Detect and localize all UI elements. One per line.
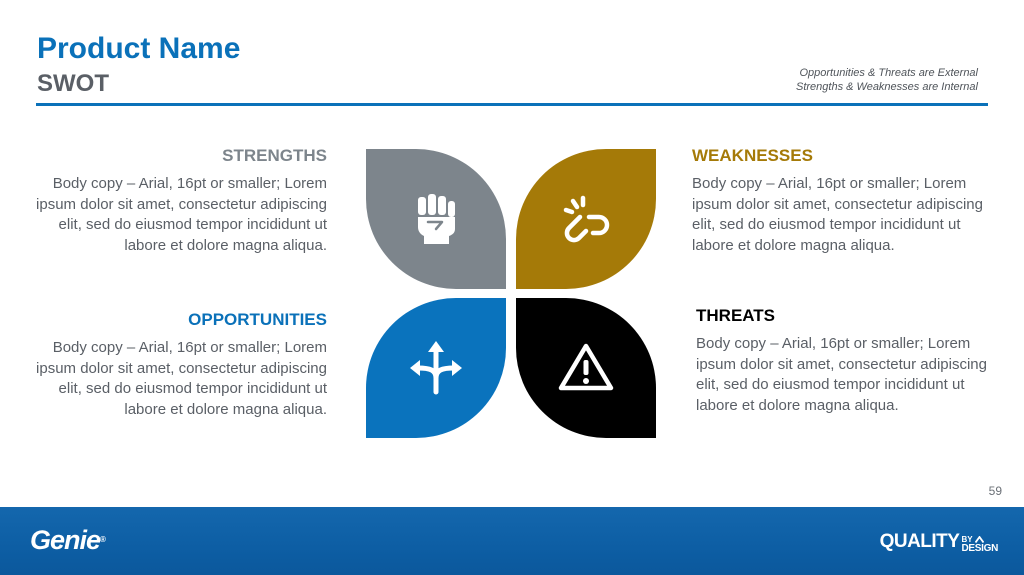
page-title: Product Name (37, 32, 241, 65)
brand-name: Genie (30, 525, 101, 555)
tagline-quality: QUALITY (879, 531, 960, 552)
tagline-design: DESIGN (961, 543, 998, 554)
strengths-tile (366, 149, 506, 289)
registered-mark: ® (100, 535, 106, 544)
warning-icon (556, 338, 616, 398)
threats-tile (516, 298, 656, 438)
opportunities-block (27, 310, 327, 420)
header-note (796, 66, 978, 94)
strengths-heading: STRENGTHS (222, 146, 327, 165)
threats-body: Body copy – Arial, 16pt or smaller; Lorem ipsum dolor sit amet, consectetur adipiscing elit, sed do eiusmod tempor incididunt ut labore et dolore magna aliqua. (696, 335, 987, 414)
opportunities-tile (366, 298, 506, 438)
weaknesses-heading: WEAKNESSES (692, 146, 813, 165)
genie-logo (30, 524, 106, 556)
header-divider (36, 103, 988, 106)
weaknesses-body: Body copy – Arial, 16pt or smaller; Lorem ipsum dolor sit amet, consectetur adipiscing elit, sed do eiusmod tempor incididunt ut labore et dolore magna aliqua. (692, 175, 983, 254)
header-note-line: Opportunities & Threats are External (799, 67, 978, 79)
fist-icon (406, 189, 466, 249)
broken-link-icon (556, 189, 616, 249)
threats-heading: THREATS (696, 306, 776, 325)
tagline-by: BY (961, 535, 973, 544)
quality-by-design-logo (880, 531, 998, 553)
footer-bar (0, 507, 1024, 575)
weaknesses-block (692, 146, 992, 256)
opportunities-heading: OPPORTUNITIES (188, 310, 327, 329)
weaknesses-tile (516, 149, 656, 289)
split-arrows-icon (406, 338, 466, 398)
opportunities-body: Body copy – Arial, 16pt or smaller; Lorem ipsum dolor sit amet, consectetur adipiscing elit, sed do eiusmod tempor incididunt ut labore et dolore magna aliqua. (36, 339, 327, 418)
header-note-line: Strengths & Weaknesses are Internal (795, 81, 978, 93)
threats-block (696, 306, 996, 416)
strengths-block (27, 146, 327, 256)
chevron-up-icon (975, 536, 984, 543)
strengths-body: Body copy – Arial, 16pt or smaller; Lorem ipsum dolor sit amet, consectetur adipiscing elit, sed do eiusmod tempor incididunt ut labore et dolore magna aliqua. (36, 175, 327, 254)
page-subtitle: SWOT (37, 70, 109, 97)
page-number: 59 (988, 484, 1002, 498)
